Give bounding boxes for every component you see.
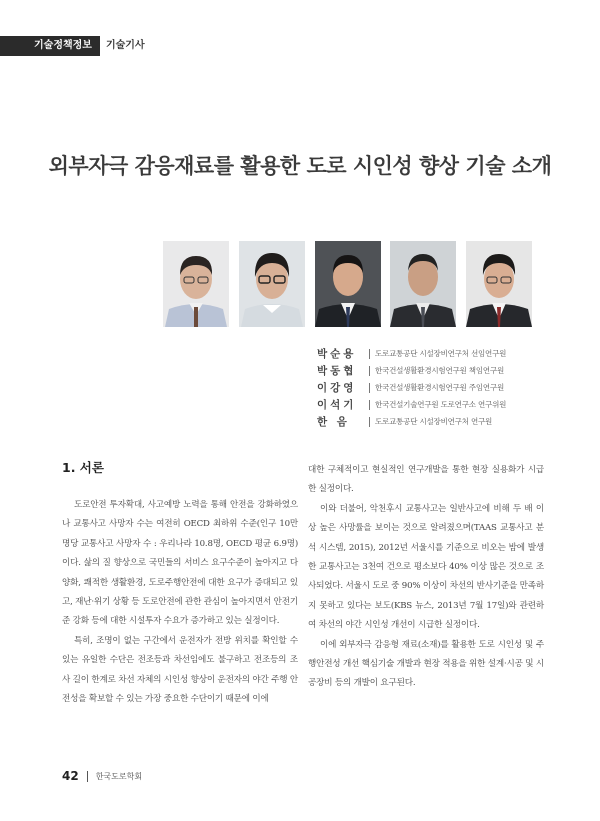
author-name: 이강영 (317, 382, 357, 394)
author-photo-4-image (390, 241, 456, 327)
author-photo-3-image (315, 241, 381, 327)
author-photo-1-image (163, 241, 229, 327)
journal-name: 한국도로학회 (95, 771, 143, 781)
article-title: 외부자극 감응재료를 활용한 도로 시인성 향상 기술 소개 (48, 154, 552, 178)
body-paragraph: 대한 구체적이고 현실적인 연구개발을 통한 현장 실용화가 시급한 실정이다. (308, 465, 544, 495)
author-row (317, 345, 577, 362)
author-affiliation: 한국건설생활환경시험연구원 책임연구원 (375, 366, 504, 375)
author-name: 이석기 (317, 399, 357, 411)
left-column (62, 460, 298, 709)
divider (87, 771, 88, 782)
body-paragraph: 이와 더불어, 악천후시 교통사고는 일반사고에 비해 두 배 이상 높은 사망률을 보이는 것으로 알려졌으며(TAAS 교통사고 분석 시스템, 2015), 2012년 서울시를 기준으로 비오는 밤에 발생한 교통사고는 3천여 건으로 평소보다 40% 이상 많은 것으로 조사되었다. 서울시 도로 중 90% 이상이 차선의 반사기준을 만족하지 못하고 있다는 보도(KBS 뉴스, 2013년 7월 17일)와 관련하여 차선의 야간 시인성 개선이 시급한 실정이다. (308, 503, 544, 631)
body-paragraph: 특히, 조명이 없는 구간에서 운전자가 전방 위치를 확인할 수 있는 유일한 수단은 전조등과 차선임에도 불구하고 전조등의 조사 길이 한계로 차선 자체의 시인성 향상이 운전자의 야간 주행 안전성을 확보할 수 있는 가장 중요한 수단이기 때문에 이에 (62, 635, 298, 705)
author-row (317, 396, 577, 413)
category-label: 기술정책정보 (0, 36, 100, 56)
subcategory-label: 기술기사 (105, 40, 145, 51)
author-photo-5 (466, 241, 532, 327)
author-photo-2-image (239, 241, 305, 327)
section-title: 1. 서론 (62, 460, 104, 475)
author-row (317, 379, 577, 396)
author-name: 한 음 (317, 416, 350, 428)
body-paragraph: 도로안전 투자확대, 사고예방 노력을 통해 안전을 강화하였으나 교통사고 사망자 수는 여전히 OECD 최하위 수준(인구 10만명당 교통사고 사망자 수 : 우리나라 10.8명, OECD 평균 6.9명)이다. 삶의 질 향상으로 국민들의 서비스 요구수준이 높아지고 다양화, 쾌적한 생활환경, 도로주행안전에 대한 요구가 증대되고 있고, 재난·위기 상황 등 도로안전에 관한 관심이 높아지면서 안전기준 강화 등에 대한 시설투자 수요가 증가하고 있는 실정이다. (62, 500, 298, 627)
author-list (317, 345, 577, 430)
author-row (317, 362, 577, 379)
divider (369, 349, 370, 359)
section-header (0, 36, 145, 56)
page-number: 42 (62, 769, 79, 783)
divider (369, 400, 370, 410)
right-column (308, 461, 544, 694)
author-affiliation: 한국건설생활환경시험연구원 주임연구원 (375, 383, 504, 392)
author-photo-3 (315, 241, 381, 327)
page-footer (62, 769, 142, 783)
author-name: 박순용 (317, 348, 357, 360)
author-photo-4 (390, 241, 456, 327)
body-paragraph: 이에 외부자극 감응형 재료(소재)를 활용한 도로 시인성 및 주행안전성 개선 핵심기술 개발과 현장 적용을 위한 설계·시공 및 시공장비 등의 개발이 요구된다. (308, 639, 544, 689)
author-affiliation: 도로교통공단 시설장비연구처 연구원 (375, 417, 493, 426)
divider (369, 366, 370, 376)
author-photo-5-image (466, 241, 532, 327)
author-row (317, 413, 577, 430)
divider (369, 383, 370, 393)
author-affiliation: 한국건설기술연구원 도로연구소 연구위원 (375, 400, 507, 409)
author-affiliation: 도로교통공단 시설장비연구처 선임연구원 (375, 349, 507, 358)
divider (369, 417, 370, 427)
author-photo-1 (163, 241, 229, 327)
author-photo-2 (239, 241, 305, 327)
author-name: 박동협 (317, 365, 357, 377)
